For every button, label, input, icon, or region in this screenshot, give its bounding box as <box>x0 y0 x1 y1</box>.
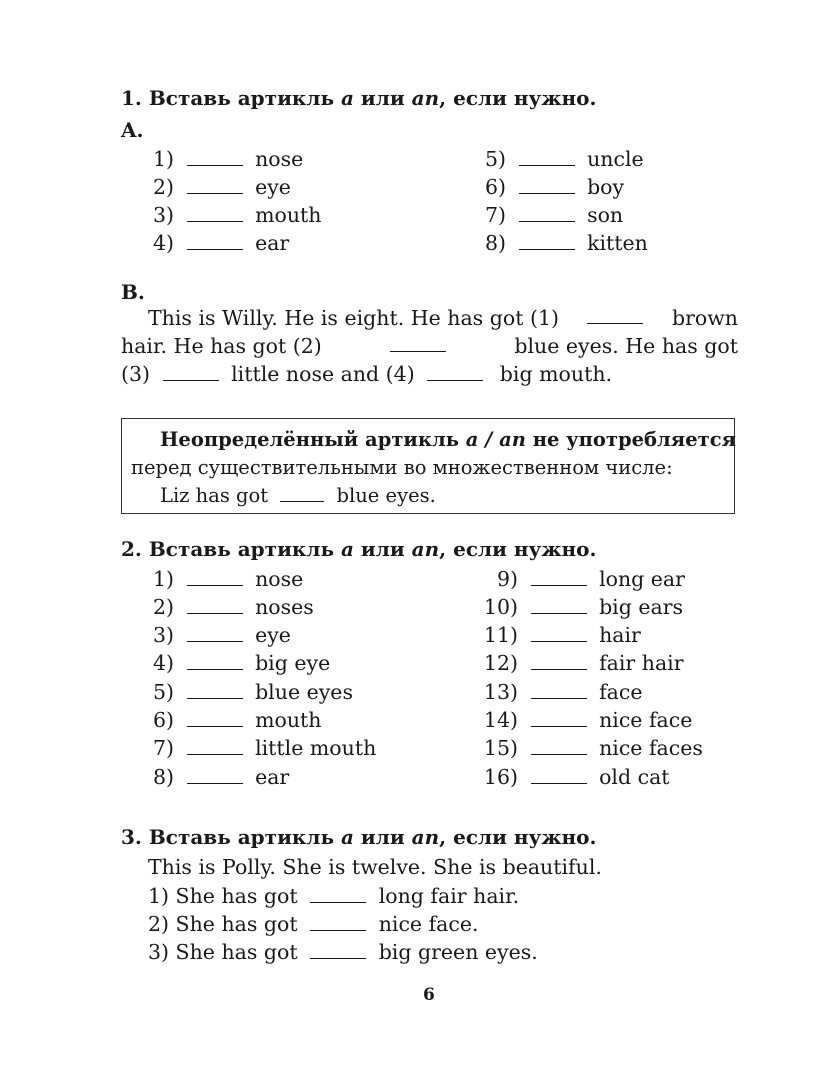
sentence-item <box>148 884 519 908</box>
paragraph-line-2 <box>121 334 738 358</box>
item-word: noses <box>255 595 314 619</box>
rule-example <box>160 484 436 507</box>
item-word: hair <box>599 623 641 647</box>
text-fragment: (3) <box>121 362 151 386</box>
answer-blank[interactable] <box>531 652 587 670</box>
item-number: 4) <box>152 231 174 255</box>
list-item <box>148 708 322 732</box>
text-fragment: This is Willy. He is eight. He has got (1) <box>148 306 559 330</box>
item-number: 3) <box>152 623 174 647</box>
answer-blank[interactable] <box>531 681 587 699</box>
sentence-text: nice face. <box>378 912 479 936</box>
list-item <box>480 203 623 227</box>
item-number: 7) <box>484 203 506 227</box>
sentence-item <box>148 912 479 936</box>
answer-blank[interactable] <box>187 176 243 194</box>
title-or: или <box>360 825 405 849</box>
text-fragment: blue eyes. He has got <box>514 334 738 358</box>
item-word: eye <box>255 175 291 199</box>
item-word: face <box>599 680 643 704</box>
item-number: 1) <box>152 147 174 171</box>
article-an: an <box>411 86 440 110</box>
item-number: 16) <box>483 765 518 789</box>
answer-blank[interactable] <box>531 766 587 784</box>
rule-text: не употребляется <box>532 428 736 451</box>
item-number: 3) <box>152 203 174 227</box>
answer-blank[interactable] <box>310 941 366 959</box>
item-word: ear <box>255 231 290 255</box>
list-item <box>480 765 670 789</box>
list-item <box>148 765 289 789</box>
answer-blank[interactable] <box>519 176 575 194</box>
item-word: boy <box>587 175 625 199</box>
item-word: old cat <box>599 765 670 789</box>
list-item <box>480 567 685 591</box>
exercise-number: 2. <box>121 537 142 561</box>
answer-blank[interactable] <box>187 568 243 586</box>
list-item <box>148 651 330 675</box>
text-fragment: little nose and (4) <box>231 362 415 386</box>
item-word: son <box>587 203 624 227</box>
list-item <box>480 651 684 675</box>
item-word: nose <box>255 567 304 591</box>
answer-blank[interactable] <box>390 334 446 352</box>
item-number: 11) <box>483 623 518 647</box>
list-item <box>480 736 703 760</box>
answer-blank[interactable] <box>187 204 243 222</box>
paragraph-line-3 <box>121 362 612 386</box>
title-text: Вставь артикль <box>148 537 335 561</box>
article-a: a <box>340 825 354 849</box>
item-word: mouth <box>255 203 322 227</box>
item-word: little mouth <box>255 736 377 760</box>
answer-blank[interactable] <box>427 363 483 381</box>
item-word: uncle <box>587 147 644 171</box>
article-a: a <box>340 86 354 110</box>
list-item <box>148 623 291 647</box>
answer-blank[interactable] <box>187 596 243 614</box>
exercise-3-title <box>121 825 596 849</box>
answer-blank[interactable] <box>519 232 575 250</box>
item-number: 7) <box>152 736 174 760</box>
list-item <box>480 680 643 704</box>
answer-blank[interactable] <box>531 624 587 642</box>
example-blank <box>280 484 324 502</box>
item-word: kitten <box>587 231 648 255</box>
item-number: 8) <box>152 765 174 789</box>
list-item <box>148 736 376 760</box>
item-number: 6) <box>484 175 506 199</box>
item-number: 10) <box>483 595 518 619</box>
article-an: an <box>411 537 440 561</box>
title-text: Вставь артикль <box>148 825 335 849</box>
answer-blank[interactable] <box>187 232 243 250</box>
item-word: big ears <box>599 595 684 619</box>
answer-blank[interactable] <box>587 306 643 324</box>
answer-blank[interactable] <box>187 766 243 784</box>
exercise-1-title <box>121 86 596 110</box>
page-number: 6 <box>423 985 435 1005</box>
text-fragment: hair. He has got (2) <box>121 334 322 358</box>
item-number: 5) <box>152 680 174 704</box>
list-item <box>148 595 314 619</box>
exercise-3-intro: This is Polly. She is twelve. She is beautiful. <box>148 855 602 879</box>
list-item <box>148 147 303 171</box>
list-item <box>480 231 648 255</box>
item-number: 1) <box>152 567 174 591</box>
item-number: 6) <box>152 708 174 732</box>
title-suffix: , если нужно. <box>439 537 597 561</box>
article-a: a <box>340 537 354 561</box>
list-item <box>480 708 692 732</box>
exercise-2-title <box>121 537 596 561</box>
exercise-number: 1. <box>121 86 142 110</box>
item-word: nice faces <box>599 736 703 760</box>
item-word: fair hair <box>599 651 684 675</box>
list-item <box>148 203 322 227</box>
item-word: eye <box>255 623 291 647</box>
item-number: 5) <box>484 147 506 171</box>
sentence-item <box>148 940 538 964</box>
list-item <box>148 175 291 199</box>
list-item <box>480 623 641 647</box>
answer-blank[interactable] <box>187 624 243 642</box>
sentence-text: big green eyes. <box>378 940 538 964</box>
answer-blank[interactable] <box>187 737 243 755</box>
rule-heading <box>160 428 736 451</box>
title-suffix: , если нужно. <box>439 86 597 110</box>
sentence-text: 1) She has got <box>148 884 298 908</box>
item-number: 9) <box>496 567 518 591</box>
item-number: 15) <box>483 736 518 760</box>
answer-blank[interactable] <box>531 568 587 586</box>
item-word: mouth <box>255 708 322 732</box>
answer-blank[interactable] <box>531 709 587 727</box>
item-word: nose <box>255 147 304 171</box>
answer-blank[interactable] <box>187 681 243 699</box>
list-item <box>148 680 353 704</box>
part-a-label: A. <box>121 118 144 142</box>
answer-blank[interactable] <box>531 596 587 614</box>
answer-blank[interactable] <box>187 148 243 166</box>
item-word: ear <box>255 765 290 789</box>
rule-text: Неопределённый артикль <box>160 428 459 451</box>
rule-article: a / an <box>465 428 526 451</box>
answer-blank[interactable] <box>310 913 366 931</box>
answer-blank[interactable] <box>519 204 575 222</box>
sentence-text: long fair hair. <box>378 884 520 908</box>
list-item <box>148 231 289 255</box>
paragraph-line-1 <box>148 306 738 330</box>
part-b-label: B. <box>121 280 145 304</box>
item-number: 14) <box>483 708 518 732</box>
item-number: 13) <box>483 680 518 704</box>
sentence-text: 2) She has got <box>148 912 298 936</box>
item-number: 4) <box>152 651 174 675</box>
item-number: 8) <box>484 231 506 255</box>
article-an: an <box>411 825 440 849</box>
text-fragment: brown <box>671 306 738 330</box>
list-item <box>480 175 624 199</box>
title-suffix: , если нужно. <box>439 825 597 849</box>
text-fragment: big mouth. <box>499 362 613 386</box>
answer-blank[interactable] <box>187 709 243 727</box>
item-number: 12) <box>483 651 518 675</box>
item-word: big eye <box>255 651 331 675</box>
answer-blank[interactable] <box>187 652 243 670</box>
list-item <box>148 567 303 591</box>
item-word: nice face <box>599 708 693 732</box>
rule-line-2: перед существительными во множественном числе: <box>131 456 673 479</box>
item-word: long ear <box>599 567 685 591</box>
answer-blank[interactable] <box>310 885 366 903</box>
sentence-text: 3) She has got <box>148 940 298 964</box>
example-text: Liz has got <box>160 484 269 507</box>
example-text: blue eyes. <box>336 484 436 507</box>
item-number: 2) <box>152 175 174 199</box>
item-word: blue eyes <box>255 680 353 704</box>
item-number: 2) <box>152 595 174 619</box>
answer-blank[interactable] <box>519 148 575 166</box>
list-item <box>480 595 683 619</box>
title-or: или <box>360 537 405 561</box>
title-text: Вставь артикль <box>148 86 335 110</box>
title-or: или <box>360 86 405 110</box>
list-item <box>480 147 644 171</box>
exercise-number: 3. <box>121 825 142 849</box>
answer-blank[interactable] <box>163 363 219 381</box>
answer-blank[interactable] <box>531 737 587 755</box>
